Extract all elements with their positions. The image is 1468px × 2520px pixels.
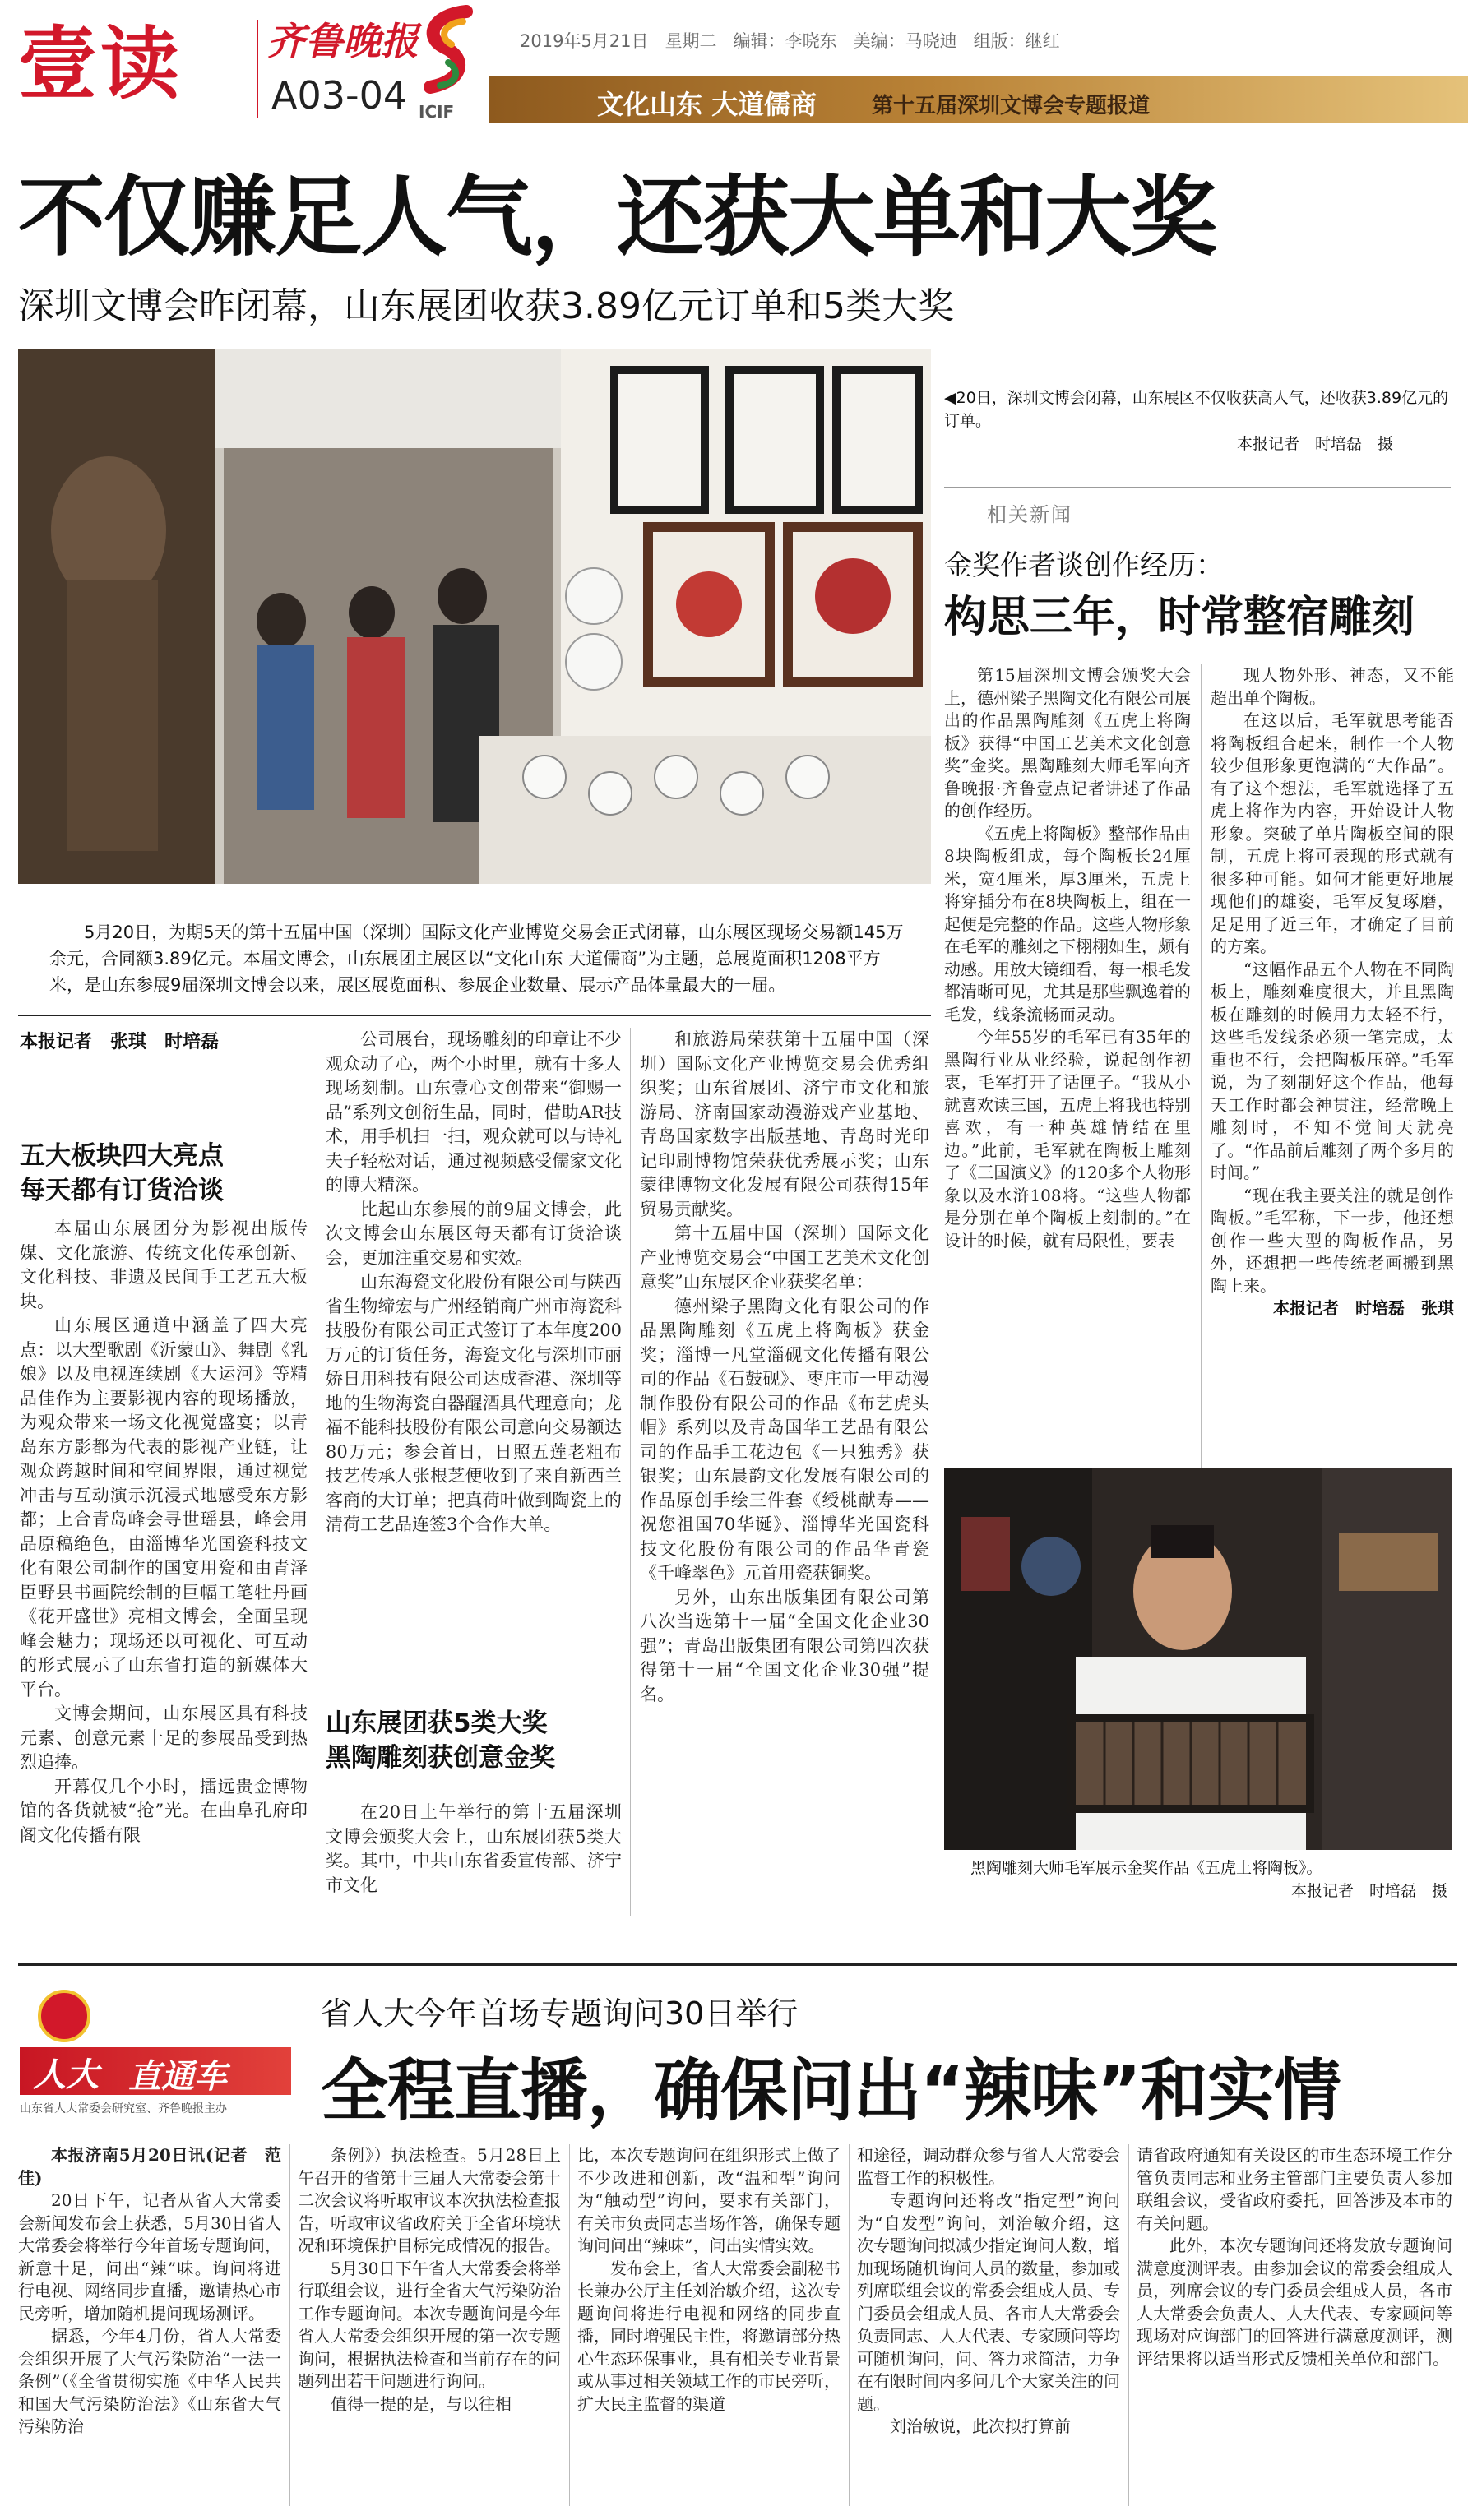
second-col1-para: 据悉，今年4月份，省人大常委会组织开展了大气污染防治“一法一条例”（《全省贯彻实施《中华人民共和国大气污染防治法》《山东省大气污染防治 bbox=[18, 2326, 281, 2436]
side-caption-credit: 本报记者 时培磊 摄 bbox=[1236, 435, 1393, 453]
masthead-designer: 美编：马晓迪 bbox=[853, 31, 957, 51]
second-column-2 bbox=[298, 2144, 561, 2416]
second-column-4 bbox=[857, 2144, 1120, 2439]
emblem-icon bbox=[38, 1990, 90, 2042]
related-column-rule bbox=[1201, 664, 1202, 1544]
lead-column-1 bbox=[20, 1217, 308, 1847]
lead-col3-para: 和旅游局荣获第十五届中国（深圳）国际文化产业博览交易会优秀组织奖；山东省展团、济宁市文化和旅游局、济南国家动漫游戏产业基地、青岛国家数字出版基地、青岛时光印记印刷博物馆荣获优秀展示奖；山东蒙律博物文化发展有限公司获得15年贸易贡献奖。 bbox=[640, 1029, 929, 1219]
subhead-1-line: 五大板块四大亮点 bbox=[20, 1141, 224, 1171]
portrait-caption bbox=[970, 1856, 1464, 1903]
subhead-2 bbox=[326, 1706, 622, 1775]
related-col2-para: 在这以后，毛军就思考能否将陶板组合起来，制作一个人物较少但形象更饱满的“大作品”。有了这个想法，毛军就选择了五虎上将作为内容，开始设计人物形象。突破了单片陶板空间的限制，五虎上将可表现的形式就有很多种可能。如何才能更好地展现他们的雄姿，毛军反复琢磨，足足用了近三年，才确定了目前的方案。 bbox=[1211, 710, 1454, 956]
second-col3-para: 发布会上，省人大常委会副秘书长兼办公厅主任刘治敏介绍，这次专题询问将进行电视和网络的同步直播，同时增强民主性，将邀请部分热心生态环保事业，具有相关专业背景或从事过相关领域工作的市民旁听，扩大民主监督的渠道 bbox=[577, 2258, 841, 2414]
side-photo-caption bbox=[944, 386, 1451, 455]
related-kicker: 金奖作者谈创作经历： bbox=[944, 549, 1224, 582]
second-headline: 全程直播，确保问出“辣味”和实情 bbox=[321, 2052, 1341, 2130]
related-col1-para: 第15届深圳文博会颁奖大会上，德州梁子黑陶文化有限公司展出的作品黑陶雕刻《五虎上将陶板》获得“中国工艺美术文化创意奖”金奖。黑陶雕刻大师毛军向齐鲁晚报·齐鲁壹点记者讲述了作品的创作经历。 bbox=[944, 665, 1191, 821]
related-col2-para: “这幅作品五个人物在不同陶板上，雕刻难度很大，并且黑陶板在雕刻的时候用力太轻不行，这些毛发线条必须一笔完成，太重也不行，会把陶板压碎。”毛军说，为了刻制好这个作品，他每天工作时都会神贯注，经常晚上雕刻时，不知不觉间天就亮了。“作品前后雕刻了两个多月的时间。” bbox=[1211, 959, 1454, 1182]
icif-logo bbox=[415, 5, 481, 128]
page-code: A03-04 bbox=[271, 73, 408, 118]
masthead-proofreader: 组版：继红 bbox=[973, 31, 1060, 51]
masthead-editor: 编辑：李晓东 bbox=[733, 31, 837, 51]
related-col2-para: 现人物外形、神态，又不能超出单个陶板。 bbox=[1211, 665, 1454, 708]
lead-col2-para: 山东海瓷文化股份有限公司与陕西省生物缔宏与广州经销商广州市海瓷科技股份有限公司正式签订了本年度200万元的订货任务，海瓷文化与深圳市丽娇日用科技有限公司达成香港、深圳等地的生物海瓷白器醒酒具代理意向；龙福不能科技股份有限公司意向交易额达80万元；参会首日，日照五莲老粗布技艺传承人张根芝便收到了来自新西兰客商的大订单；把真荷叶做到陶瓷上的清荷工艺品连签3个合作大单。 bbox=[326, 1272, 622, 1534]
related-col2-para: “现在我主要关注的就是创作陶板。”毛军称，下一步，他还想创作一些大型的陶板作品，另外，还想把一些传统老画搬到黑陶上来。 bbox=[1211, 1185, 1454, 1296]
lead-col2b-para: 在20日上午举行的第十五届深圳文博会颁奖大会上，山东展团获5类大奖。其中，中共山东省委宣传部、济宁市文化 bbox=[326, 1802, 622, 1895]
second-col5-para: 此外，本次专题询问还将发放专题询问满意度测评表。由参加会议的常委会组成人员，列席会议的专门委员会组成人员，各市人大常委会负责人、人大代表、专家顾问等现场对应询部门的回答进行满意度测评，测评结果将以适当形式反馈相关单位和部门。 bbox=[1137, 2236, 1452, 2369]
second-column-1 bbox=[18, 2144, 281, 2439]
second-column-5 bbox=[1137, 2144, 1452, 2370]
masthead-info bbox=[520, 28, 1060, 53]
lead-column-3 bbox=[640, 1028, 929, 1707]
lead-byline: 本报记者 张琪 时培磊 bbox=[20, 1032, 220, 1052]
second-column-rule-4 bbox=[1128, 2144, 1129, 2506]
section-title: 壹读 bbox=[18, 18, 183, 110]
lead-col2-para: 公司展台，现场雕刻的印章让不少观众动了心，两个小时里，就有十多人现场刻制。山东壹心文创带来“御赐一品”系列文创衍生品，同时，借助AR技术，用手机扫一扫，观众就可以与诗礼夫子轻松对话，通过视频感受儒家文化的博大精深。 bbox=[326, 1029, 622, 1195]
masthead-series: 第十五届深圳文博会专题报道 bbox=[872, 94, 1151, 118]
subhead-2-line: 黑陶雕刻获创意金奖 bbox=[326, 1743, 555, 1773]
related-title: 构思三年，时常整宿雕刻 bbox=[944, 593, 1415, 642]
related-column-1 bbox=[944, 664, 1191, 1252]
lead-col1-para: 文博会期间，山东展区具有科技元素、创意元素十足的参展品受到热烈追捧。 bbox=[20, 1704, 308, 1772]
lead-column-2a bbox=[326, 1028, 622, 1537]
lead-col1-para: 山东展区通道中涵盖了四大亮点：以大型歌剧《沂蒙山》、舞剧《乳娘》以及电视连续剧《大运河》等精品佳作为主要影视内容的现场播放，为观众带来一场文化视觉盛宴；以青岛东方影都为代表的影视产业链，让观众跨越时间和空间界限，通过视觉冲击与互动演示沉浸式地感受东方影都；上合青岛峰会寻世瑶县，峰会用品原稿绝色，由淄博华光国瓷科技文化有限公司制作的国宴用瓷和由青泽臣野县书画院绘制的巨幅工笔牡丹画《花开盛世》亮相文博会，全面呈现峰会魅力；现场还以可视化、可互动的形式展示了山东省打造的新媒体大平台。 bbox=[20, 1315, 308, 1699]
second-col2-para: 5月30日下午省人大常委会将举行联组会议，进行全省大气污染防治工作专题询问。本次专题询问是今年省人大常委会组织开展的第一次专题询问，根据执法检查和当前存在的问题列出若干问题进行询问。 bbox=[298, 2258, 561, 2391]
photo-caption-divider bbox=[18, 1015, 931, 1016]
second-col4-para: 专题询问还将改“指定型”询问为“自发型”询问，刘治敏介绍，这次专题询问拟减少指定询问人数，增加现场随机询问人员的数量，参加或列席联组会议的常委会组成人员、专门委员会组成人员、各市人大常委会负责同志、人大代表、专家顾问等均可随机询问，问、答力求简洁，力争在有限时间内多问几个大家关注的问题。 bbox=[857, 2190, 1120, 2414]
related-label: 相关新闻 bbox=[987, 503, 1072, 526]
portrait-caption-text: 黑陶雕刻大师毛军展示金奖作品《五虎上将陶板》。 bbox=[970, 1859, 1322, 1877]
lead-col3-para: 另外，山东出版集团有限公司第八次当选第十一届“全国文化企业30强”；青岛出版集团有限公司第四次获得第十一届“全国文化企业30强”提名。 bbox=[640, 1587, 929, 1704]
related-divider bbox=[944, 487, 1451, 488]
masthead-divider bbox=[257, 20, 258, 118]
second-column-rule-2 bbox=[569, 2144, 570, 2506]
second-col4-para: 刘治敏说，此次拟打算前 bbox=[890, 2416, 1071, 2436]
npc-logo-sub: 山东省人大常委会研究室、齐鲁晚报主办 bbox=[20, 2102, 227, 2115]
lead-photo-caption: 5月20日，为期5天的第十五届中国（深圳）国际文化产业博览交易会正式闭幕，山东展区现场交易额145万余元，合同额3.89亿元。本届文博会，山东展团主展区以“文化山东 大道儒商”为主题，总展览面积1208平方米，是山东参展9届深圳文博会以来，展区展览面积、参展企业数量、展示产品体量最大的一届。 bbox=[49, 922, 904, 995]
second-column-3 bbox=[577, 2144, 841, 2416]
related-column-2 bbox=[1211, 664, 1454, 1320]
second-col5-para: 请省政府通知有关设区的市生态环境工作分管负责同志和业务主管部门主要负责人参加联组会议，受省政府委托，回答涉及本市的有关问题。 bbox=[1137, 2145, 1452, 2233]
portrait-caption-credit: 本报记者 时培磊 摄 bbox=[1290, 1882, 1447, 1900]
second-column-rule-1 bbox=[289, 2144, 290, 2506]
lead-headline: 不仅赚足人气，还获大单和大奖 bbox=[18, 167, 1216, 268]
subhead-1 bbox=[20, 1139, 316, 1208]
subhead-1-line: 每天都有订货洽谈 bbox=[20, 1176, 224, 1205]
lead-col3-para: 第十五届中国（深圳）国际文化产业博览交易会“中国工艺美术文化创意奖”山东展区企业获奖名单： bbox=[640, 1223, 929, 1292]
second-lead-byline: 本报济南5月20日讯(记者 范佳) bbox=[18, 2145, 281, 2188]
section-divider bbox=[18, 1963, 1457, 1966]
lead-col2-para: 比起山东参展的前9届文博会，此次文博会山东展区每天都有订货洽谈会，更加注重交易和实效。 bbox=[326, 1199, 622, 1268]
related-col1-para: 《五虎上将陶板》整部作品由8块陶板组成，每个陶板长24厘米，宽4厘米，厚3厘米，五虎上将穿插分布在8块陶板上，组在一起便是完整的作品。这些人物形象在毛军的雕刻之下栩栩如生，颇有动感。用放大镜细看，每一根毛发都清晰可见，尤其是那些飘逸着的毛发，线条流畅而灵动。 bbox=[944, 823, 1191, 1024]
lead-col1-para: 本届山东展团分为影视出版传媒、文化旅游、传统文化传承创新、文化科技、非遗及民间手工艺五大板块。 bbox=[20, 1218, 308, 1311]
npc-logo bbox=[20, 1990, 308, 2113]
masthead-slogan: 文化山东 大道儒商 bbox=[597, 89, 817, 120]
second-col4-para: 和途径，调动群众参与省人大常委会监督工作的积极性。 bbox=[857, 2145, 1120, 2188]
npc-logo-script: 直通车 bbox=[128, 2057, 227, 2096]
side-caption-text: ◀20日，深圳文博会闭幕，山东展区不仅收获高人气，还收获3.89亿元的订单。 bbox=[944, 389, 1449, 430]
lead-column-2b bbox=[326, 1801, 622, 1898]
lead-col1-para: 开幕仅几个小时，擂远贵金博物馆的各货就被“抢”光。在曲阜孔府印阁文化传播有限 bbox=[20, 1776, 308, 1845]
icif-label: ICIF bbox=[419, 102, 455, 122]
second-column-rule-3 bbox=[849, 2144, 850, 2506]
lead-subheadline: 深圳文博会昨闭幕，山东展团收获3.89亿元订单和5类大奖 bbox=[18, 285, 954, 327]
related-byline: 本报记者 时培磊 张琪 bbox=[1273, 1298, 1454, 1318]
lead-photo bbox=[18, 349, 931, 884]
lead-col3-para: 德州梁子黑陶文化有限公司的作品黑陶雕刻《五虎上将陶板》获金奖；淄博一凡堂淄砚文化传播有限公司的作品《石鼓砚》、枣庄市一甲动漫制作股份有限公司的作品《布艺虎头帽》系列以及青岛国华工艺品有限公司的作品手工花边包《一只独秀》获银奖；山东晨韵文化发展有限公司的作品原创手绘三件套《绶桃献寿——祝您祖国70华诞》、淄博华光国瓷科技文化股份有限公司的作品华青瓷《千峰翠色》元首用瓷获铜奖。 bbox=[640, 1296, 929, 1583]
masthead-weekday: 星期二 bbox=[665, 31, 717, 51]
subhead-2-line: 山东展团获5类大奖 bbox=[326, 1709, 548, 1738]
masthead-date: 2019年5月21日 bbox=[520, 31, 649, 51]
related-col1-para: 今年55岁的毛军已有35年的黑陶行业从业经验，说起创作初衷，毛军打开了话匣子。“我从小就喜欢读三国，五虎上将我也特别喜欢，有一种英雄情结在里边。”此前，毛军就在陶板上雕刻了《三国演义》的120多个人物形象以及水浒108将。“这些人物都是分别在单个陶板上刻制的。”在设计的时候，就有局限性，要表 bbox=[944, 1027, 1191, 1251]
second-kicker: 省人大今年首场专题询问30日举行 bbox=[321, 1995, 799, 2032]
portrait-photo bbox=[944, 1468, 1452, 1850]
second-col2-para: 值得一提的是，与以往相 bbox=[331, 2393, 512, 2414]
lead-column-rule-2 bbox=[630, 1028, 631, 1916]
npc-logo-main: 人大 bbox=[33, 2056, 99, 2094]
second-col2-para: 条例》）执法检查。5月28日上午召开的省第十三届人大常委会第十二次会议将听取审议本次执法检查报告，听取审议省政府关于全省环境状况和环境保护目标完成情况的报告。 bbox=[298, 2145, 561, 2255]
second-col3-para: 比，本次专题询问在组织形式上做了不少改进和创新，改“温和型”询问为“触动型”询问，要求有关部门，有关市负责同志当场作答，确保专题询问问出“辣味”，问出实情实效。 bbox=[577, 2145, 841, 2255]
second-col1-para: 20日下午，记者从省人大常委会新闻发布会上获悉，5月30日省人大常委会将举行今年首场专题询问，新意十足，问出“辣”味。询问将进行电视、网络同步直播，邀请热心市民旁听，增加随机提问现场测评。 bbox=[18, 2190, 281, 2323]
newspaper-name: 齐鲁晚报 bbox=[267, 19, 419, 63]
